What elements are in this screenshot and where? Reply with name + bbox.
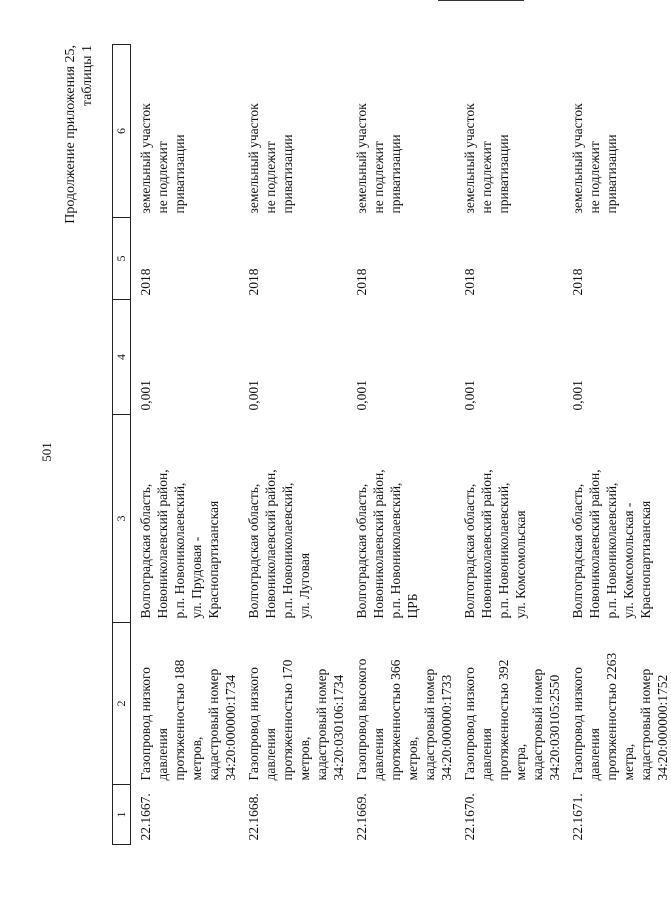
top-rule [438,0,524,1]
object-year: 2018 [570,268,585,296]
caption-line-2: таблицы 1 [80,45,95,107]
object-note-text: земельный участок не подлежит приватизации [570,103,619,214]
rotated-table-container [62,45,670,845]
header-row [113,45,131,845]
row-number: 22.1671. [570,793,585,841]
caption-line-1: Продолжение приложения 25, [63,45,78,224]
table-row [455,45,563,845]
object-note [239,45,347,218]
object-address-text: Волгоградская область, Новониколаевский район, р.п. Новониколаевский, ул. Прудовая - Краснопартизанская [138,469,221,619]
object-year: 2018 [462,268,477,296]
object-value: 0,001 [462,380,477,411]
object-note [131,45,240,218]
object-address [239,415,347,623]
row-number: 22.1670. [462,793,477,841]
object-name-text: Газопровод низкого давления протяженностью 2263 метра, кадастровый номер 34:20:000000:1752 [570,652,670,781]
object-note [455,45,563,218]
object-address [131,415,240,623]
header-col-3: 3 [113,415,131,623]
table-row [239,45,347,845]
object-name [455,623,563,785]
object-note-text: земельный участок не подлежит приватизации [462,103,511,214]
object-year: 2018 [354,268,369,296]
object-name-text: Газопровод низкого давления протяженностью 170 метров, кадастровый номер 34:20:030106:1734 [246,659,346,781]
row-number: 22.1669. [354,793,369,841]
header-col-1: 1 [113,785,131,845]
page-number: 501 [39,442,54,462]
object-note [347,45,455,218]
table-row [563,45,671,845]
object-address-text: Волгоградская область, Новониколаевский район, р.п. Новониколаевский, ул. Луговая [246,469,312,619]
object-value: 0,001 [246,380,261,411]
object-value: 0,001 [138,380,153,411]
row-number: 22.1667. [138,793,153,841]
object-name [563,623,671,785]
object-value: 0,001 [354,380,369,411]
object-address [347,415,455,623]
object-note [563,45,671,218]
object-year: 2018 [138,268,153,296]
data-table [112,44,671,845]
header-col-6: 6 [113,45,131,218]
object-address-text: Волгоградская область, Новониколаевский район, р.п. Новониколаевский, ул. Комсомольская - Краснопартизанская [570,469,653,619]
header-col-4: 4 [113,300,131,415]
object-note-text: земельный участок не подлежит приватизации [138,103,187,214]
object-address [563,415,671,623]
header-col-2: 2 [113,623,131,785]
object-note-text: земельный участок не подлежит приватизации [354,103,403,214]
object-address [455,415,563,623]
object-year: 2018 [246,268,261,296]
object-name [239,623,347,785]
object-value: 0,001 [570,380,585,411]
object-address-text: Волгоградская область, Новониколаевский район, р.п. Новониколаевский, ул. Комсомольская [462,469,528,619]
header-col-5: 5 [113,218,131,300]
object-name-text: Газопровод высокого давления протяженностью 366 метров, кадастровый номер 34:20:000000:1733 [354,658,454,781]
object-name [347,623,455,785]
table-caption [62,45,112,845]
table-row [131,45,240,845]
object-address-text: Волгоградская область, Новониколаевский район, р.п. Новониколаевский, ЦРБ [354,469,420,619]
table-row [347,45,455,845]
object-name-text: Газопровод низкого давления протяженностью 392 метра, кадастровый номер 34:20:030105:2550 [462,659,562,781]
object-name-text: Газопровод низкого давления протяженностью 188 метров, кадастровый номер 34:20:000000:1734 [138,659,238,781]
object-note-text: земельный участок не подлежит приватизации [246,103,295,214]
row-number: 22.1668. [246,793,261,841]
object-name [131,623,240,785]
